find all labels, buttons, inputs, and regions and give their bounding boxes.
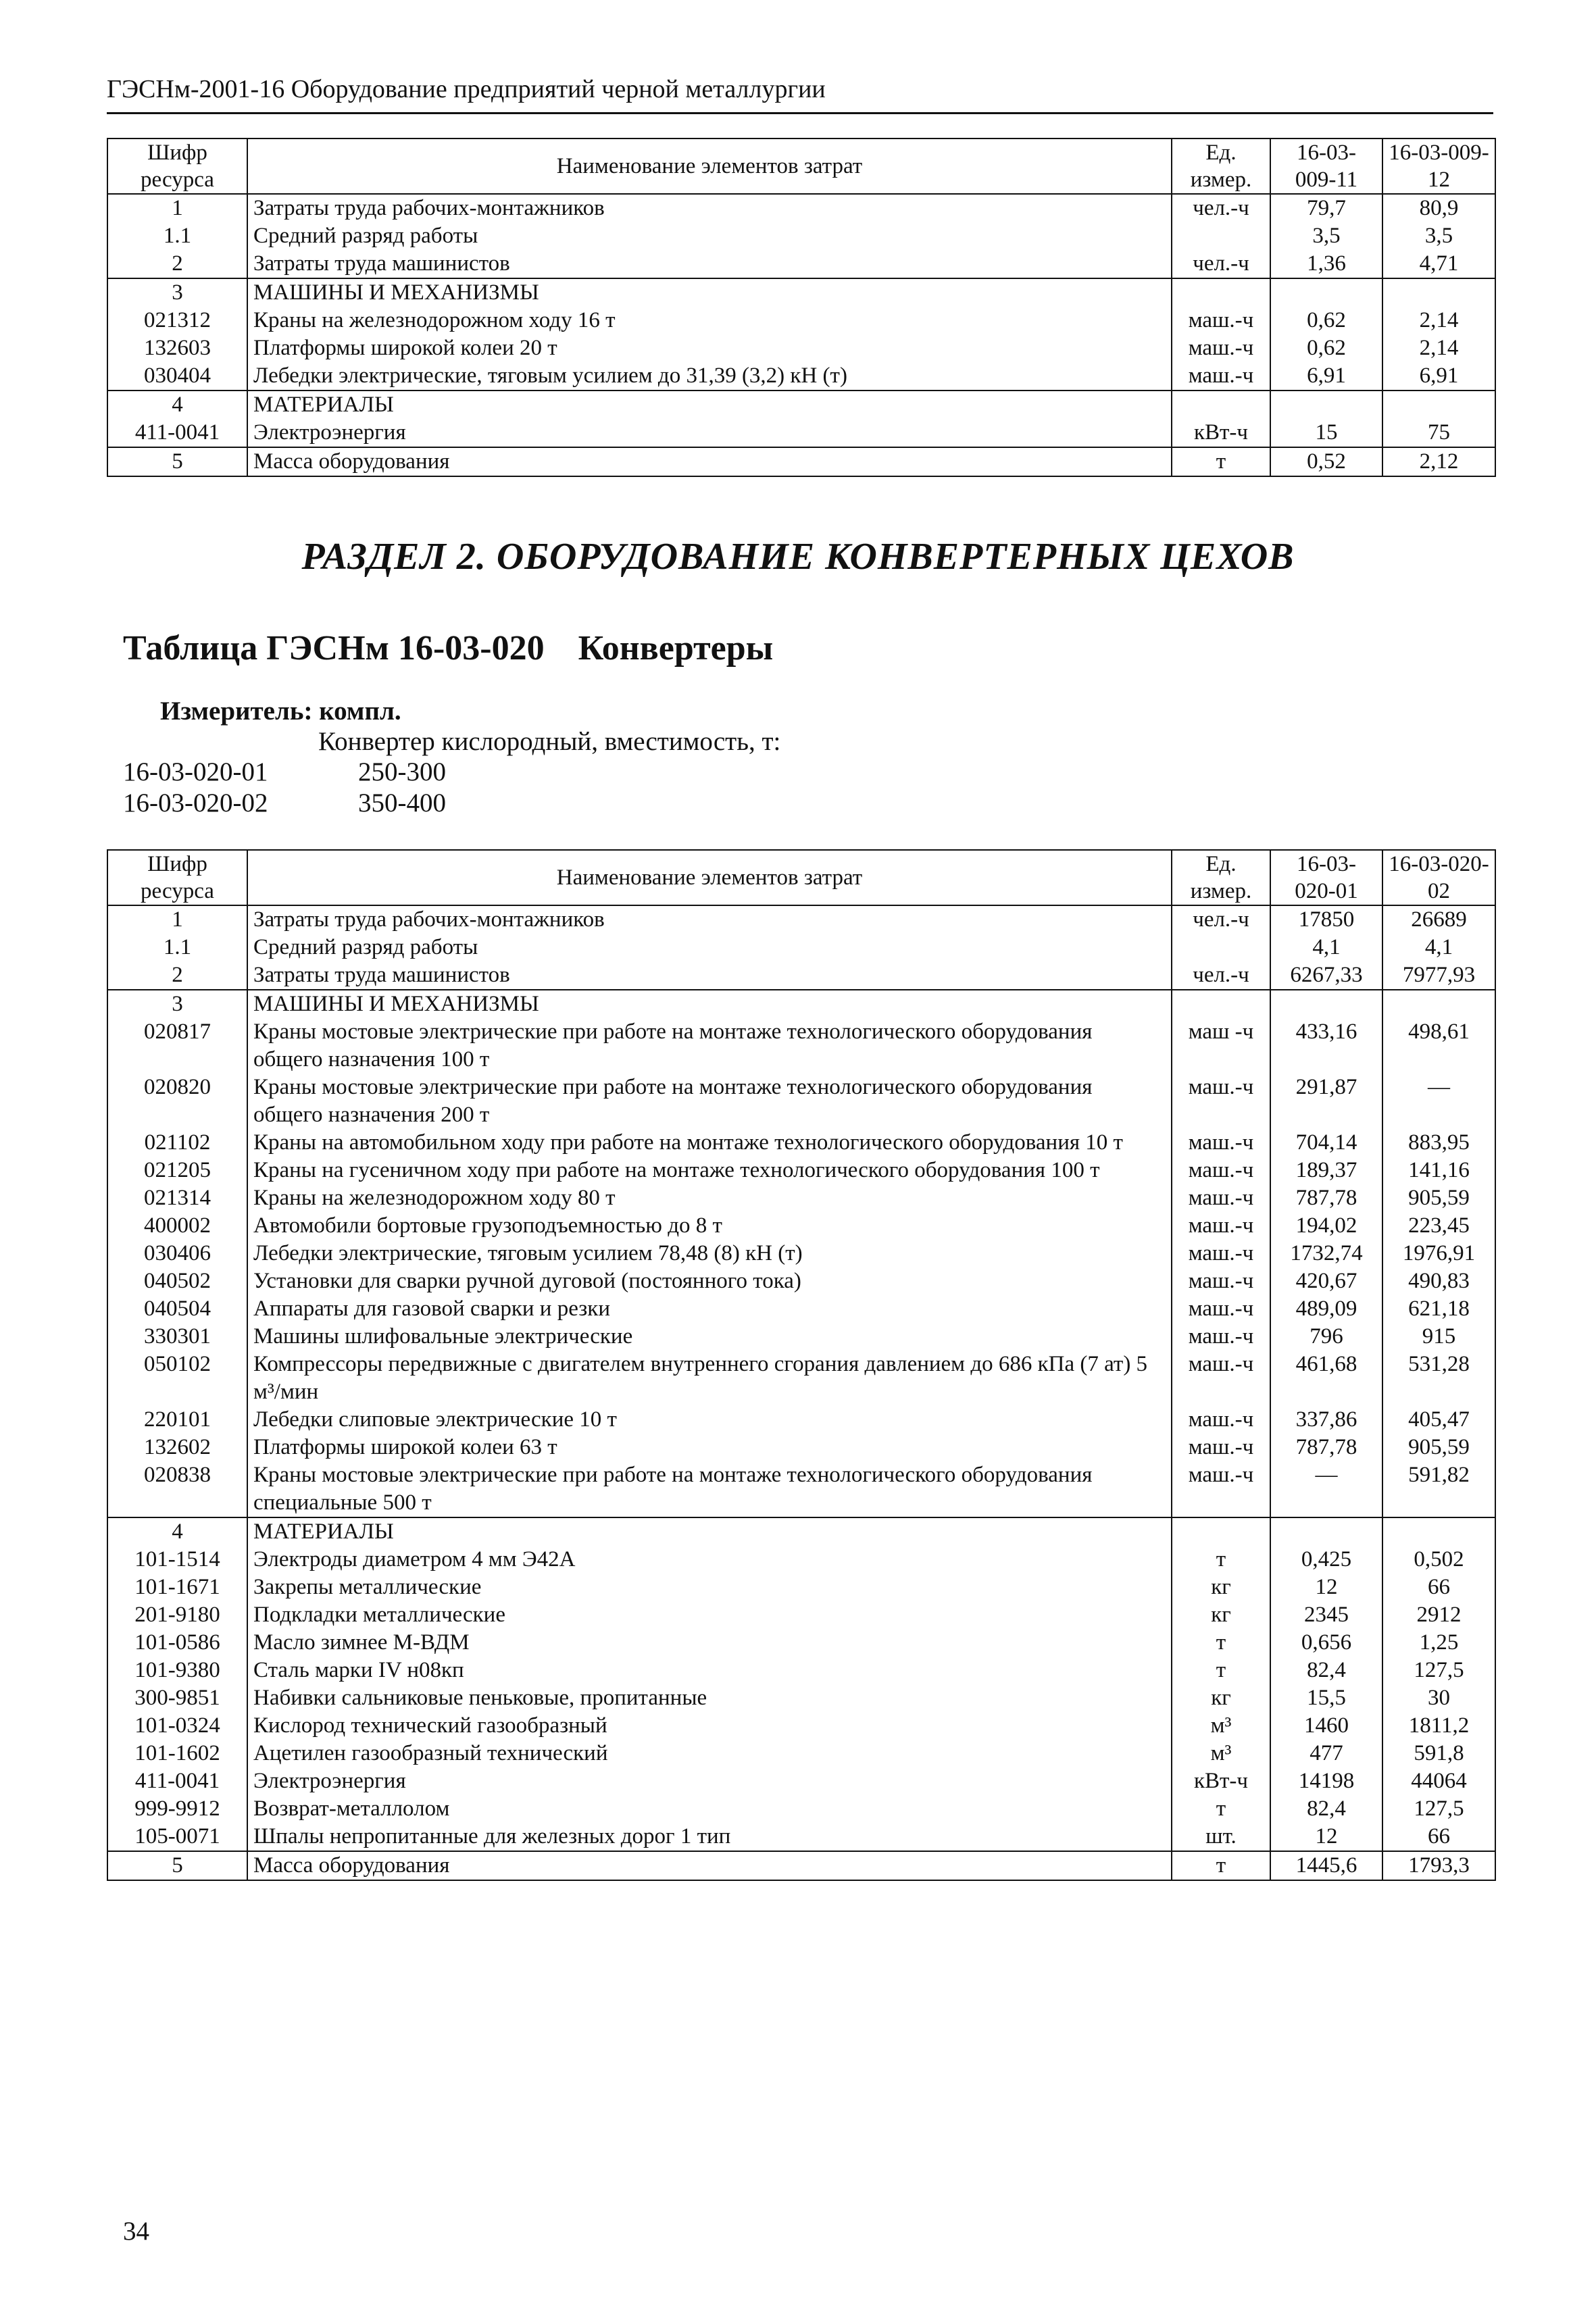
row-name: Кислород технический газообразный (247, 1712, 1172, 1740)
row-value-a: 194,02 (1270, 1212, 1382, 1240)
row-name: Закрепы металлические (247, 1574, 1172, 1601)
row-code: 101-1514 (107, 1546, 247, 1574)
row-name: Сталь марки IV н08кп (247, 1657, 1172, 1684)
row-name: Краны мостовые электрические при работе на монтаже технологического оборудования общего назначения 200 т (247, 1074, 1172, 1129)
row-value-b: 490,83 (1382, 1267, 1495, 1295)
row-unit: т (1172, 447, 1270, 476)
row-unit (1172, 934, 1270, 961)
row-value-b: 405,47 (1382, 1406, 1495, 1434)
row-unit: маш.-ч (1172, 1406, 1270, 1434)
table-row (107, 1212, 1495, 1240)
row-name: Машины шлифовальные электрические (247, 1323, 1172, 1351)
table-row (107, 961, 1495, 990)
row-value-a: 1,36 (1270, 250, 1382, 278)
row-code: 105-0071 (107, 1823, 247, 1851)
table-row (107, 1740, 1495, 1767)
row-code: 1 (107, 194, 247, 222)
row-name: Средний разряд работы (247, 934, 1172, 961)
row-name: Масло зимнее М-ВДМ (247, 1629, 1172, 1657)
row-name: Краны на автомобильном ходу при работе на монтаже технологического оборудования 10 т (247, 1129, 1172, 1157)
row-value-a: 796 (1270, 1323, 1382, 1351)
row-unit: кг (1172, 1574, 1270, 1601)
row-unit: т (1172, 1851, 1270, 1880)
row-code: 999-9912 (107, 1795, 247, 1823)
row-value-b: 0,502 (1382, 1546, 1495, 1574)
row-unit (1172, 990, 1270, 1018)
row-name: Краны на железнодорожном ходу 16 т (247, 307, 1172, 334)
row-unit: маш.-ч (1172, 1157, 1270, 1184)
running-header: ГЭСНм-2001-16 Оборудование предприятий черной металлургии (107, 75, 826, 103)
row-code: 021205 (107, 1157, 247, 1184)
row-value-b: 905,59 (1382, 1434, 1495, 1461)
col-header-code: Шифр ресурса (107, 139, 247, 194)
table-row (107, 1629, 1495, 1657)
table-row (107, 1712, 1495, 1740)
row-name: Ацетилен газообразный технический (247, 1740, 1172, 1767)
row-code: 4 (107, 1517, 247, 1546)
row-code: 1.1 (107, 222, 247, 250)
table-row (107, 1351, 1495, 1406)
row-code: 050102 (107, 1351, 247, 1406)
row-value-b: 44064 (1382, 1767, 1495, 1795)
row-value-a: 337,86 (1270, 1406, 1382, 1434)
row-value-b: 1793,3 (1382, 1851, 1495, 1880)
row-code: 101-9380 (107, 1657, 247, 1684)
row-code: 1 (107, 905, 247, 934)
row-value-a: 1445,6 (1270, 1851, 1382, 1880)
row-code: 1.1 (107, 934, 247, 961)
intro-text: Конвертер кислородный, вместимость, т: (318, 727, 781, 756)
row-value-b: 3,5 (1382, 222, 1495, 250)
row-name: Компрессоры передвижные с двигателем внутреннего сгорания давлением до 686 кПа (7 ат) 5 м³/мин (247, 1351, 1172, 1406)
row-unit: маш.-ч (1172, 1240, 1270, 1267)
row-name: Автомобили бортовые грузоподъемностью до 8 т (247, 1212, 1172, 1240)
row-value-b: 26689 (1382, 905, 1495, 934)
row-value-b: 1976,91 (1382, 1240, 1495, 1267)
row-value-b: 915 (1382, 1323, 1495, 1351)
row-unit: чел.-ч (1172, 961, 1270, 990)
row-code: 040504 (107, 1295, 247, 1323)
row-value-a: 2345 (1270, 1601, 1382, 1629)
row-code: 400002 (107, 1212, 247, 1240)
row-unit: маш.-ч (1172, 1129, 1270, 1157)
row-unit (1172, 278, 1270, 307)
row-unit: кВт-ч (1172, 1767, 1270, 1795)
row-value-a: 489,09 (1270, 1295, 1382, 1323)
row-value-b: 498,61 (1382, 1018, 1495, 1074)
row-unit (1172, 222, 1270, 250)
row-unit: т (1172, 1629, 1270, 1657)
row-name: Аппараты для газовой сварки и резки (247, 1295, 1172, 1323)
row-code: 132603 (107, 334, 247, 362)
row-value-a: 6267,33 (1270, 961, 1382, 990)
row-unit: т (1172, 1546, 1270, 1574)
table-row (107, 1434, 1495, 1461)
row-code: 101-1671 (107, 1574, 247, 1601)
row-unit: т (1172, 1657, 1270, 1684)
row-code: 4 (107, 391, 247, 419)
row-unit: маш.-ч (1172, 1184, 1270, 1212)
row-value-b: 4,71 (1382, 250, 1495, 278)
table-row (107, 307, 1495, 334)
row-name: Затраты труда машинистов (247, 961, 1172, 990)
row-code: 3 (107, 278, 247, 307)
row-value-a: 4,1 (1270, 934, 1382, 961)
row-value-a: 0,62 (1270, 334, 1382, 362)
row-name: Краны на гусеничном ходу при работе на монтаже технологического оборудования 100 т (247, 1157, 1172, 1184)
row-unit: т (1172, 1795, 1270, 1823)
row-name: МАТЕРИАЛЫ (247, 1517, 1172, 1546)
row-value-b (1382, 391, 1495, 419)
row-code: 201-9180 (107, 1601, 247, 1629)
row-name: Платформы широкой колеи 63 т (247, 1434, 1172, 1461)
row-name: Краны на железнодорожном ходу 80 т (247, 1184, 1172, 1212)
row-value-a (1270, 391, 1382, 419)
row-value-b (1382, 278, 1495, 307)
row-unit: м³ (1172, 1740, 1270, 1767)
row-code: 101-0586 (107, 1629, 247, 1657)
row-value-a: 291,87 (1270, 1074, 1382, 1129)
table-row (107, 1767, 1495, 1795)
table-row (107, 222, 1495, 250)
row-code: 3 (107, 990, 247, 1018)
table-row (107, 362, 1495, 391)
row-code: 5 (107, 447, 247, 476)
table-row (107, 391, 1495, 419)
row-name: Затраты труда рабочих-монтажников (247, 905, 1172, 934)
row-name: Лебедки электрические, тяговым усилием до 31,39 (3,2) кН (т) (247, 362, 1172, 391)
row-unit: чел.-ч (1172, 905, 1270, 934)
row-code: 040502 (107, 1267, 247, 1295)
row-value-b: 531,28 (1382, 1351, 1495, 1406)
row-value-b: 127,5 (1382, 1795, 1495, 1823)
row-code: 300-9851 (107, 1684, 247, 1712)
ref-code: 16-03-020-01 (123, 757, 268, 786)
row-value-a: 189,37 (1270, 1157, 1382, 1184)
table-row (107, 1129, 1495, 1157)
row-value-a: 14198 (1270, 1767, 1382, 1795)
ref-value: 350-400 (358, 788, 446, 818)
row-value-a: 787,78 (1270, 1184, 1382, 1212)
table-row (107, 1323, 1495, 1351)
row-value-a: 17850 (1270, 905, 1382, 934)
row-name: Возврат-металлолом (247, 1795, 1172, 1823)
row-name: Лебедки слиповые электрические 10 т (247, 1406, 1172, 1434)
row-value-a: 1732,74 (1270, 1240, 1382, 1267)
row-name: МАШИНЫ И МЕХАНИЗМЫ (247, 990, 1172, 1018)
table-row (107, 1184, 1495, 1212)
row-code: 030406 (107, 1240, 247, 1267)
row-code: 411-0041 (107, 1767, 247, 1795)
row-name: Электроды диаметром 4 мм Э42А (247, 1546, 1172, 1574)
row-value-a: 787,78 (1270, 1434, 1382, 1461)
row-unit: маш.-ч (1172, 1434, 1270, 1461)
row-code: 101-1602 (107, 1740, 247, 1767)
table-row (107, 990, 1495, 1018)
table-row (107, 1574, 1495, 1601)
row-value-a (1270, 990, 1382, 1018)
row-code: 411-0041 (107, 419, 247, 447)
row-value-a: 461,68 (1270, 1351, 1382, 1406)
row-name: Масса оборудования (247, 447, 1172, 476)
row-unit: чел.-ч (1172, 250, 1270, 278)
table-row (107, 934, 1495, 961)
row-value-b: — (1382, 1074, 1495, 1129)
row-value-b: 1811,2 (1382, 1712, 1495, 1740)
row-value-a (1270, 1517, 1382, 1546)
row-value-b: 80,9 (1382, 194, 1495, 222)
row-unit (1172, 391, 1270, 419)
row-value-a: 0,52 (1270, 447, 1382, 476)
row-value-b: 127,5 (1382, 1657, 1495, 1684)
col-header-unit: Ед. измер. (1172, 139, 1270, 194)
row-value-a: 79,7 (1270, 194, 1382, 222)
row-value-b: 2912 (1382, 1601, 1495, 1629)
row-name: Краны мостовые электрические при работе на монтаже технологического оборудования специальные 500 т (247, 1461, 1172, 1517)
row-name: МАШИНЫ И МЕХАНИЗМЫ (247, 278, 1172, 307)
row-name: Шпалы непропитанные для железных дорог 1 тип (247, 1823, 1172, 1851)
row-value-a: 12 (1270, 1823, 1382, 1851)
ref-code: 16-03-020-02 (123, 788, 268, 818)
row-value-b: 2,12 (1382, 447, 1495, 476)
table-row (107, 334, 1495, 362)
table-title (123, 628, 773, 668)
row-code: 2 (107, 961, 247, 990)
row-name: МАТЕРИАЛЫ (247, 391, 1172, 419)
row-code: 330301 (107, 1323, 247, 1351)
row-value-b: 30 (1382, 1684, 1495, 1712)
table-row (107, 250, 1495, 278)
row-unit: м³ (1172, 1712, 1270, 1740)
table-row (107, 1267, 1495, 1295)
table-row (107, 1074, 1495, 1129)
col-header-unit: Ед. измер. (1172, 850, 1270, 905)
row-code: 2 (107, 250, 247, 278)
table-row (107, 1795, 1495, 1823)
row-value-b: 4,1 (1382, 934, 1495, 961)
row-name: Электроэнергия (247, 1767, 1172, 1795)
row-unit: маш.-ч (1172, 307, 1270, 334)
row-value-a: 477 (1270, 1740, 1382, 1767)
table-row (107, 1851, 1495, 1880)
table-row (107, 447, 1495, 476)
row-unit: кВт-ч (1172, 419, 1270, 447)
row-code: 020820 (107, 1074, 247, 1129)
row-name: Затраты труда рабочих-монтажников (247, 194, 1172, 222)
row-value-a: 0,656 (1270, 1629, 1382, 1657)
row-value-b (1382, 1517, 1495, 1546)
table-row (107, 1157, 1495, 1184)
col-header-code: Шифр ресурса (107, 850, 247, 905)
row-value-b: 2,14 (1382, 334, 1495, 362)
row-unit: кг (1172, 1601, 1270, 1629)
row-value-a: 3,5 (1270, 222, 1382, 250)
header-rule (107, 112, 1493, 114)
table-row (107, 1823, 1495, 1851)
row-name: Затраты труда машинистов (247, 250, 1172, 278)
row-value-b: 621,18 (1382, 1295, 1495, 1323)
row-code: 030404 (107, 362, 247, 391)
row-name: Подкладки металлические (247, 1601, 1172, 1629)
row-value-a: 82,4 (1270, 1795, 1382, 1823)
col-header-b: 16-03-009-12 (1382, 139, 1495, 194)
col-header-a: 16-03-020-01 (1270, 850, 1382, 905)
row-value-a: 0,425 (1270, 1546, 1382, 1574)
table-row (107, 1517, 1495, 1546)
table-row (107, 1546, 1495, 1574)
col-header-a: 16-03-009-11 (1270, 139, 1382, 194)
row-code: 021102 (107, 1129, 247, 1157)
row-code: 020817 (107, 1018, 247, 1074)
row-value-b: 66 (1382, 1574, 1495, 1601)
row-name: Средний разряд работы (247, 222, 1172, 250)
row-name: Краны мостовые электрические при работе на монтаже технологического оборудования общего назначения 100 т (247, 1018, 1172, 1074)
row-unit: чел.-ч (1172, 194, 1270, 222)
row-code: 132602 (107, 1434, 247, 1461)
row-code: 020838 (107, 1461, 247, 1517)
row-value-b: 1,25 (1382, 1629, 1495, 1657)
row-value-a: — (1270, 1461, 1382, 1517)
row-name: Платформы широкой колеи 20 т (247, 334, 1172, 362)
row-value-b: 7977,93 (1382, 961, 1495, 990)
row-unit: маш.-ч (1172, 1323, 1270, 1351)
row-name: Электроэнергия (247, 419, 1172, 447)
row-value-a: 82,4 (1270, 1657, 1382, 1684)
section-title: РАЗДЕЛ 2. ОБОРУДОВАНИЕ КОНВЕРТЕРНЫХ ЦЕХОВ (301, 536, 1295, 578)
row-unit: маш.-ч (1172, 1461, 1270, 1517)
row-value-b: 66 (1382, 1823, 1495, 1851)
table-name: Конвертеры (578, 629, 774, 668)
table-row (107, 1461, 1495, 1517)
row-unit: маш -ч (1172, 1018, 1270, 1074)
table-row (107, 1240, 1495, 1267)
table-row (107, 194, 1495, 222)
row-value-b (1382, 990, 1495, 1018)
row-unit: маш.-ч (1172, 1351, 1270, 1406)
row-value-a: 433,16 (1270, 1018, 1382, 1074)
row-name: Установки для сварки ручной дуговой (постоянного тока) (247, 1267, 1172, 1295)
row-code: 5 (107, 1851, 247, 1880)
row-name: Лебедки электрические, тяговым усилием 78,48 (8) кН (т) (247, 1240, 1172, 1267)
ref-value: 250-300 (358, 757, 446, 786)
row-unit: маш.-ч (1172, 1267, 1270, 1295)
row-unit: шт. (1172, 1823, 1270, 1851)
table-row (107, 419, 1495, 447)
row-unit: маш.-ч (1172, 362, 1270, 391)
row-code: 220101 (107, 1406, 247, 1434)
col-header-name: Наименование элементов затрат (247, 139, 1172, 194)
row-value-b: 223,45 (1382, 1212, 1495, 1240)
table-row (107, 905, 1495, 934)
row-value-b: 141,16 (1382, 1157, 1495, 1184)
table-row (107, 1601, 1495, 1629)
row-value-a (1270, 278, 1382, 307)
col-header-b: 16-03-020-02 (1382, 850, 1495, 905)
row-name: Набивки сальниковые пеньковые, пропитанные (247, 1684, 1172, 1712)
table-row (107, 1018, 1495, 1074)
table-row (107, 278, 1495, 307)
row-unit: кг (1172, 1684, 1270, 1712)
row-unit (1172, 1517, 1270, 1546)
row-code: 101-0324 (107, 1712, 247, 1740)
row-code: 021314 (107, 1184, 247, 1212)
row-value-b: 591,82 (1382, 1461, 1495, 1517)
row-unit: маш.-ч (1172, 1212, 1270, 1240)
row-value-a: 420,67 (1270, 1267, 1382, 1295)
row-value-a: 704,14 (1270, 1129, 1382, 1157)
table-row (107, 1657, 1495, 1684)
row-value-b: 883,95 (1382, 1129, 1495, 1157)
row-unit: маш.-ч (1172, 334, 1270, 362)
cost-table-2 (107, 849, 1496, 1881)
row-value-b: 6,91 (1382, 362, 1495, 391)
row-unit: маш.-ч (1172, 1295, 1270, 1323)
row-value-a: 6,91 (1270, 362, 1382, 391)
row-code: 021312 (107, 307, 247, 334)
row-value-a: 12 (1270, 1574, 1382, 1601)
row-value-a: 1460 (1270, 1712, 1382, 1740)
row-value-b: 905,59 (1382, 1184, 1495, 1212)
row-value-a: 0,62 (1270, 307, 1382, 334)
row-value-a: 15,5 (1270, 1684, 1382, 1712)
row-value-b: 2,14 (1382, 307, 1495, 334)
table-number: Таблица ГЭСНм 16-03-020 (123, 629, 545, 668)
row-value-b: 591,8 (1382, 1740, 1495, 1767)
table-row (107, 1684, 1495, 1712)
row-value-b: 75 (1382, 419, 1495, 447)
row-value-a: 15 (1270, 419, 1382, 447)
row-name: Масса оборудования (247, 1851, 1172, 1880)
row-unit: маш.-ч (1172, 1074, 1270, 1129)
col-header-name: Наименование элементов затрат (247, 850, 1172, 905)
table-row (107, 1295, 1495, 1323)
page-number: 34 (123, 2217, 149, 2246)
table-row (107, 1406, 1495, 1434)
cost-table-1 (107, 138, 1496, 477)
meter-label: Измеритель: компл. (160, 697, 401, 726)
